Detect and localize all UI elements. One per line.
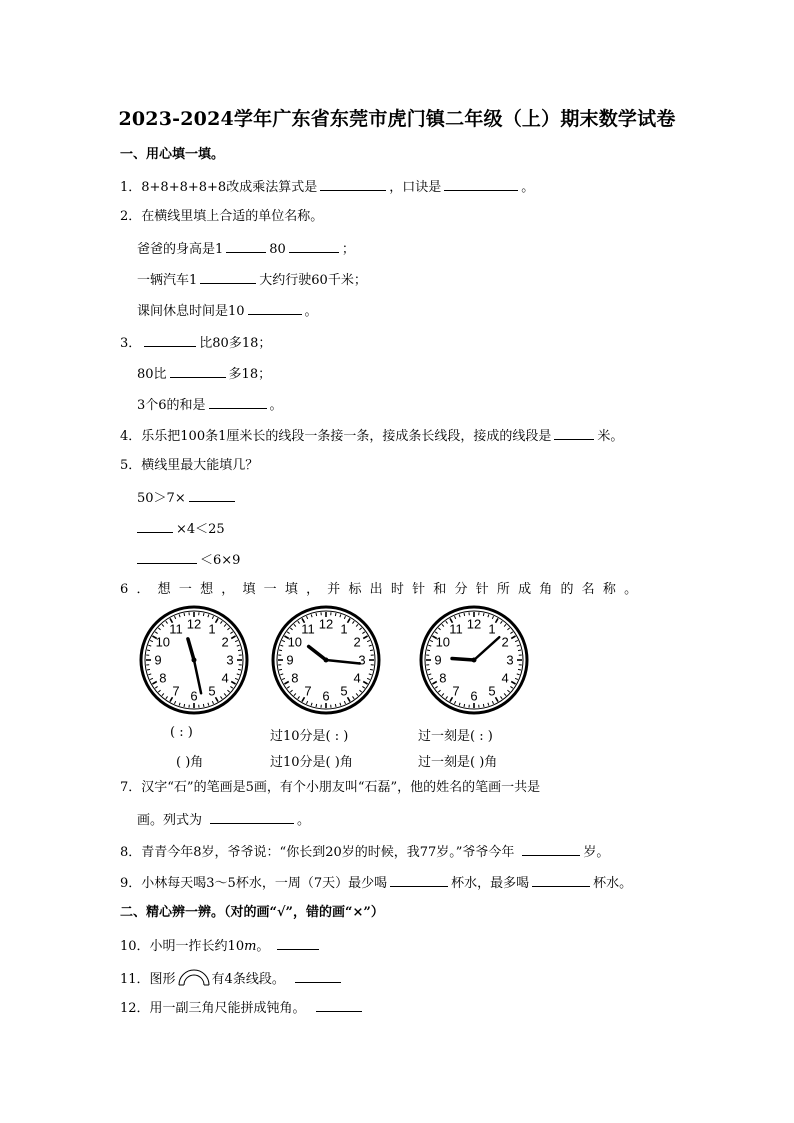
clock-number: 12 (186, 616, 202, 632)
question-text: 比80多18； (199, 336, 272, 351)
answer-blank[interactable] (189, 489, 235, 502)
answer-blank[interactable] (532, 874, 590, 887)
question-5b (137, 520, 225, 538)
minute-tick (184, 704, 185, 707)
minute-tick (483, 613, 484, 616)
question-3a (120, 334, 271, 352)
minute-tick (464, 704, 465, 707)
clock-number: 2 (353, 634, 361, 650)
minute-tick (203, 613, 204, 616)
unit-text: m (244, 939, 257, 954)
answer-blank[interactable] (554, 427, 594, 440)
clock-number: 7 (452, 683, 460, 699)
answer-blank[interactable] (522, 843, 580, 856)
clock-3 (414, 605, 534, 715)
question-text: ； (341, 242, 355, 257)
minute-tick (335, 613, 336, 616)
question-3c (137, 396, 283, 414)
clock-number: 10 (287, 634, 303, 650)
minute-tick (483, 704, 484, 707)
minute-tick (518, 650, 521, 651)
answer-blank[interactable] (170, 365, 226, 378)
minute-tick (147, 650, 150, 651)
clock-number: 12 (466, 616, 482, 632)
clock-center (324, 658, 329, 663)
clock-number: 7 (172, 683, 180, 699)
clock-number: 8 (439, 670, 447, 686)
clock-number: 1 (488, 621, 496, 637)
question-text: 3． (120, 336, 142, 351)
minute-tick (370, 650, 373, 651)
question-text: 4．乐乐把100条1厘米长的线段一条接一条，接成条长线段，接成的线段是 (120, 429, 552, 444)
page-title: 2023-2024学年广东省东莞市虎门镇二年级（上）期末数学试卷 (118, 108, 676, 130)
question-9 (120, 874, 632, 892)
question-text: 有4条线段。 (211, 972, 285, 987)
question-12 (120, 999, 365, 1017)
question-text: 。 (269, 398, 283, 413)
answer-blank[interactable] (137, 520, 173, 533)
clock-number: 8 (291, 670, 299, 686)
minute-tick (279, 669, 282, 670)
question-text: 80 (269, 242, 286, 257)
clock-number: 12 (318, 616, 334, 632)
question-text: 杯水。 (593, 876, 633, 891)
question-10 (120, 937, 322, 955)
answer-blank[interactable] (444, 178, 518, 191)
clock-2-angle-blank[interactable]: 过10分是( )角 (270, 755, 353, 770)
question-text: 8．青青今年8岁，爷爷说：“你长到20岁的时候，我77岁。”爷爷今年 (120, 845, 515, 860)
clock-center (192, 658, 197, 663)
clock-number: 11 (169, 621, 183, 637)
answer-blank[interactable] (320, 178, 386, 191)
question-text: 。 (521, 180, 535, 195)
clock-center (472, 658, 477, 663)
question-text: 10．小明一拃长约10 (120, 939, 245, 954)
question-5c (137, 551, 240, 569)
question-text: ＜6×9 (200, 553, 241, 568)
answer-blank[interactable] (144, 334, 196, 347)
minute-tick (238, 669, 241, 670)
minute-tick (203, 704, 204, 707)
clock-number: 6 (470, 688, 478, 704)
question-2c (137, 302, 318, 320)
question-text: 大约行驶60千米； (259, 273, 367, 288)
clock-number: 2 (221, 634, 229, 650)
clock-number: 10 (435, 634, 451, 650)
clock-1 (134, 605, 254, 715)
question-text: 50＞7× (137, 491, 186, 506)
clock-number: 3 (226, 652, 234, 668)
answer-blank[interactable] (295, 970, 341, 983)
question-text: ×4＜25 (176, 522, 225, 537)
clock-number: 3 (358, 652, 366, 668)
question-text: ，口诀是 (389, 180, 442, 195)
clock-number: 5 (340, 683, 348, 699)
minute-tick (238, 650, 241, 651)
clock-number: 6 (190, 688, 198, 704)
question-text: 80比 (137, 367, 167, 382)
clock-number: 11 (449, 621, 463, 637)
answer-blank[interactable] (209, 396, 267, 409)
question-text: 。 (304, 304, 318, 319)
question-text: 课间休息时间是10 (137, 304, 245, 319)
clock-number: 4 (221, 670, 229, 686)
question-2: 2．在横线里填上合适的单位名称。 (120, 209, 324, 224)
clock-number: 4 (353, 670, 361, 686)
question-text: 11．图形 (120, 972, 176, 987)
question-2b (137, 271, 367, 289)
minute-tick (370, 669, 373, 670)
minute-tick (316, 704, 317, 707)
clock-number: 4 (501, 670, 509, 686)
clock-1-angle-blank[interactable]: ( )角 (176, 755, 204, 770)
answer-blank[interactable] (137, 551, 197, 564)
question-1 (120, 178, 534, 196)
question-5: 5．横线里最大能填几？ (120, 458, 259, 473)
clock-number: 3 (506, 652, 514, 668)
question-text: 9．小林每天喝3～5杯水，一周（7天）最少喝 (120, 876, 388, 891)
clock-number: 9 (154, 652, 162, 668)
clock-number: 5 (488, 683, 496, 699)
question-text: 米。 (597, 429, 624, 444)
question-text: 12．用一副三角尺能拼成钝角。 (120, 1001, 306, 1016)
question-3b (137, 365, 271, 383)
question-text: 画。列式为 (137, 813, 203, 828)
clock-number: 1 (340, 621, 348, 637)
clock-figure (134, 605, 534, 775)
question-5a (137, 489, 238, 507)
question-text: 杯水，最多喝 (451, 876, 530, 891)
minute-tick (335, 704, 336, 707)
question-4 (120, 427, 623, 445)
question-text: 爸爸的身高是1 (137, 242, 224, 257)
minute-tick (279, 650, 282, 651)
minute-tick (184, 613, 185, 616)
clock-number: 1 (208, 621, 216, 637)
question-11 (120, 968, 344, 988)
clock-2-time-blank[interactable]: 过10分是( : ) (270, 729, 349, 744)
clock-number: 2 (501, 634, 509, 650)
minute-tick (427, 669, 430, 670)
question-text: 多18； (228, 367, 272, 382)
clock-number: 11 (301, 621, 315, 637)
question-text: 一辆汽车1 (137, 273, 198, 288)
question-6: 6．想一想，填一填，并标出时针和分针所成角的名称。 (120, 582, 646, 597)
answer-blank[interactable] (390, 874, 448, 887)
answer-blank[interactable] (210, 811, 294, 824)
section-true-false-heading: 二、精心辨一辨。（对的画“√”，错的画“×”） (120, 905, 384, 920)
clock-number: 7 (304, 683, 312, 699)
answer-blank[interactable] (248, 302, 302, 315)
clock-number: 6 (322, 688, 330, 704)
clock-number: 8 (159, 670, 167, 686)
answer-blank[interactable] (289, 240, 339, 253)
question-2a (137, 240, 355, 258)
arch-shape-icon (177, 968, 211, 986)
answer-blank[interactable] (226, 240, 266, 253)
clock-number: 10 (155, 634, 171, 650)
clock-number: 9 (286, 652, 294, 668)
minute-tick (464, 613, 465, 616)
clock-3-time-blank[interactable]: 过一刻是( : ) (418, 729, 493, 744)
question-text: 1．8+8+8+8+8改成乘法算式是 (120, 180, 318, 195)
minute-tick (518, 669, 521, 670)
question-text: 3个6的和是 (137, 398, 206, 413)
question-text: 。 (256, 939, 270, 954)
minute-tick (316, 613, 317, 616)
section-fill-in-heading: 一、用心填一填。 (120, 147, 225, 162)
answer-blank[interactable] (277, 937, 319, 950)
question-text: 岁。 (583, 845, 610, 860)
answer-blank[interactable] (316, 999, 362, 1012)
hour-hand (452, 658, 474, 660)
clock-1-time-blank[interactable]: ( : ) (170, 725, 193, 740)
question-8 (120, 843, 609, 861)
clock-3-angle-blank[interactable]: 过一刻是( )角 (418, 755, 498, 770)
clock-number: 5 (208, 683, 216, 699)
minute-tick (147, 669, 150, 670)
answer-blank[interactable] (200, 271, 256, 284)
question-7: 7．汉字“石”的笔画是5画，有个小朋友叫“石磊”，他的姓名的笔画一共是 (120, 780, 541, 795)
question-7b (137, 811, 310, 829)
question-text: 。 (297, 813, 311, 828)
clock-number: 9 (434, 652, 442, 668)
minute-tick (427, 650, 430, 651)
clock-2 (266, 605, 386, 715)
